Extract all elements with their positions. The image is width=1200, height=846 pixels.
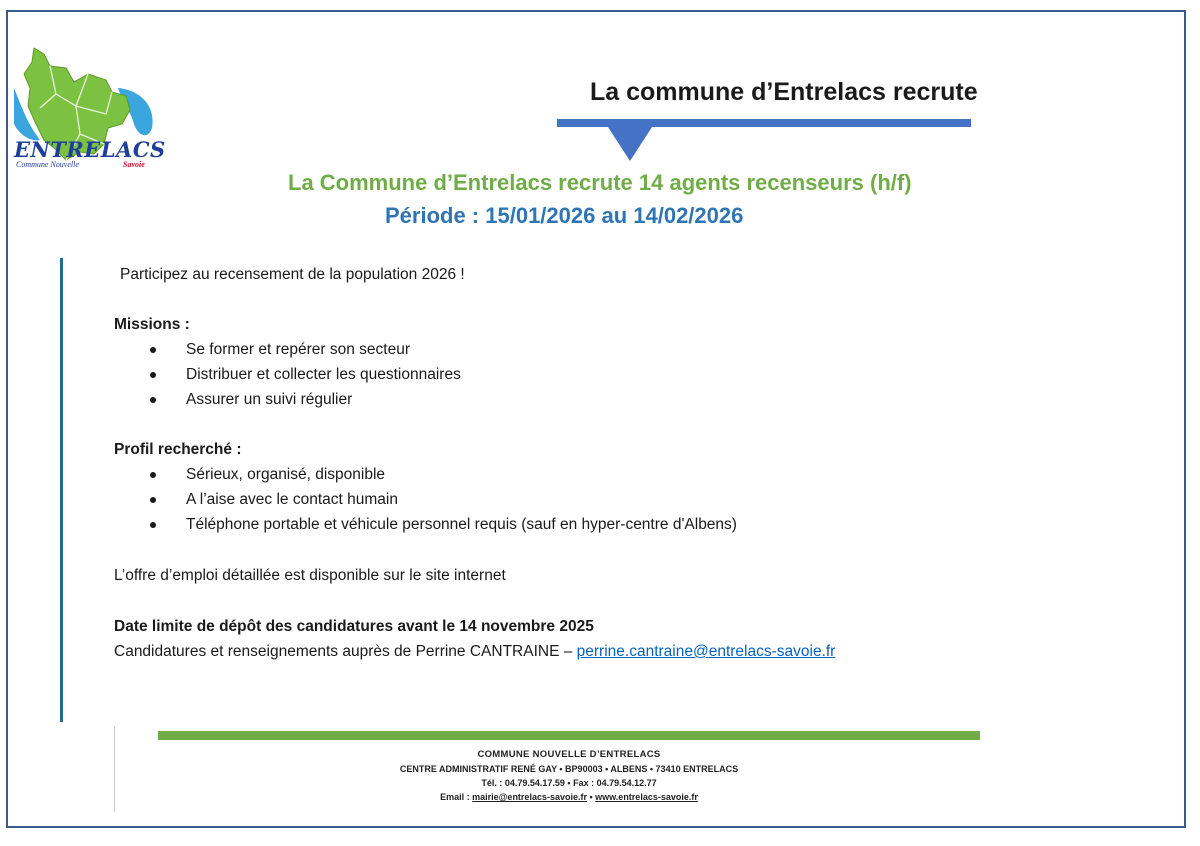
bullet-icon: [150, 472, 156, 478]
footer-email-link[interactable]: mairie@entrelacs-savoie.fr: [472, 792, 587, 802]
list-item: Se former et repérer son secteur: [114, 337, 1114, 362]
bullet-icon: [150, 347, 156, 353]
header-title: La commune d’Entrelacs recrute: [590, 78, 978, 106]
bullet-icon: [150, 397, 156, 403]
footer-org: COMMUNE NOUVELLE D’ENTRELACS: [477, 749, 661, 760]
footer-phone: Tél. : 04.79.54.17.59 • Fax : 04.79.54.12.77: [481, 778, 657, 788]
bullet-icon: [150, 497, 156, 503]
bullet-icon: [150, 522, 156, 528]
footer-website-link[interactable]: www.entrelacs-savoie.fr: [595, 792, 698, 802]
intro-text: Participez au recensement de la population 2026 !: [120, 266, 465, 283]
header-arrow-icon: [608, 127, 652, 161]
profile-title: Profil recherché :: [114, 441, 242, 458]
logo-subtitle: Commune Nouvelle: [16, 160, 79, 169]
list-item: Distribuer et collecter les questionnaires: [114, 362, 1114, 387]
job-headline: La Commune d’Entrelacs recrute 14 agents recenseurs (h/f): [288, 170, 912, 195]
logo-region: Savoie: [123, 160, 145, 169]
logo-wordmark: ENTRELACS: [14, 137, 166, 162]
footer-divider: [114, 726, 115, 812]
footer-address: CENTRE ADMINISTRATIF RENÉ GAY • BP90003 • ALBENS • 73410 ENTRELACS: [399, 764, 739, 774]
missions-list: [114, 337, 1114, 412]
list-item: Sérieux, organisé, disponible: [114, 462, 1114, 487]
offer-note: L’offre d’emploi détaillée est disponible sur le site internet: [114, 567, 506, 584]
contact-line: [114, 639, 1114, 664]
job-period: Période : 15/01/2026 au 14/02/2026: [385, 203, 744, 228]
deadline-text: Date limite de dépôt des candidatures avant le 14 novembre 2025: [114, 618, 594, 635]
profile-list: [114, 462, 1114, 537]
list-item: Assurer un suivi régulier: [114, 387, 1114, 412]
contact-text: Candidatures et renseignements auprès de Perrine CANTRAINE –: [114, 643, 577, 660]
job-content: [114, 262, 1114, 664]
list-item: A l’aise avec le contact humain: [114, 487, 1114, 512]
list-item: Téléphone portable et véhicule personnel requis (sauf en hyper-centre d'Albens): [114, 512, 1114, 537]
footer: [158, 748, 980, 804]
bullet-icon: [150, 372, 156, 378]
content-side-rule: [60, 258, 63, 722]
footer-accent-bar: [158, 731, 980, 740]
header-accent-bar: [557, 119, 971, 127]
missions-title: Missions :: [114, 316, 190, 333]
footer-contact: Email : mairie@entrelacs-savoie.fr • www.entrelacs-savoie.fr: [440, 792, 698, 802]
contact-email-link[interactable]: perrine.cantraine@entrelacs-savoie.fr: [576, 643, 836, 660]
